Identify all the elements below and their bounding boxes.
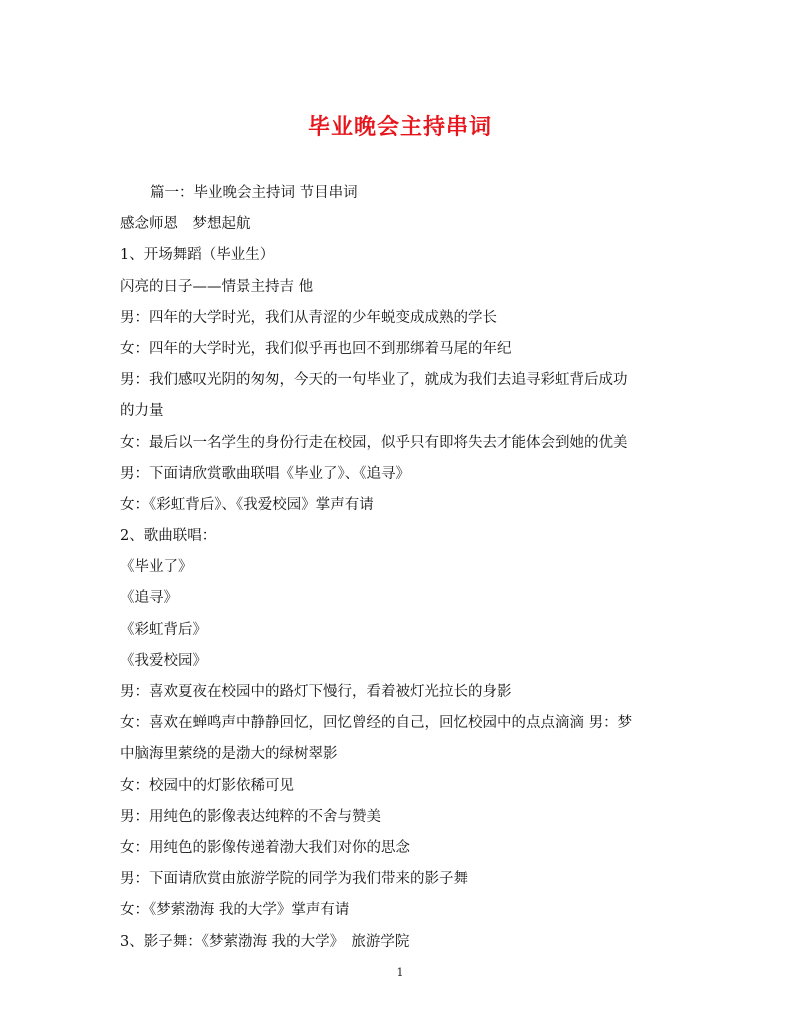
text-line: 《我爱校园》 [120, 652, 207, 669]
text-line: 女：喜欢在蝉鸣声中静静回忆，回忆曾经的自己，回忆校园中的点点滴滴 男：梦 [120, 715, 633, 732]
text-line: 中脑海里萦绕的是渤大的绿树翠影 [120, 746, 338, 763]
text-line: 男：四年的大学时光，我们从青涩的少年蜕变成成熟的学长 [120, 309, 497, 326]
text-line: 男：我们感叹光阴的匆匆，今天的一句毕业了，就成为我们去追寻彩虹背后成功 [120, 372, 628, 389]
text-line: 女：四年的大学时光，我们似乎再也回不到那绑着马尾的年纪 [120, 340, 512, 357]
text-line: 男：下面请欣赏由旅游学院的同学为我们带来的影子舞 [120, 871, 468, 888]
text-line: 女：《彩虹背后》、《我爱校园》掌声有请 [120, 496, 374, 513]
text-line: 感念师恩 梦想起航 [120, 216, 251, 233]
text-line: 女：用纯色的影像传递着渤大我们对你的思念 [120, 839, 410, 856]
document-title: 毕业晚会主持串词 [307, 114, 492, 140]
text-line: 女：最后以一名学生的身份行走在校园，似乎只有即将失去才能体会到她的优美 [120, 434, 628, 451]
page-number: 1 [396, 966, 404, 979]
text-line: 女：校园中的灯影依稀可见 [120, 777, 294, 794]
text-line: 男：用纯色的影像表达纯粹的不舍与赞美 [120, 808, 381, 825]
text-line: 《毕业了》 [120, 559, 193, 576]
text-line: 男：下面请欣赏歌曲联唱《毕业了》、《追寻》 [120, 465, 410, 482]
text-line: 《追寻》 [120, 590, 178, 607]
text-line: 的力量 [120, 403, 164, 420]
document-body [120, 178, 685, 958]
text-line: 1、开场舞蹈（毕业生） [120, 247, 275, 264]
text-line: 篇一：毕业晚会主持词 节目串词 [150, 185, 358, 201]
text-line: 《彩虹背后》 [120, 621, 207, 638]
text-line: 闪亮的日子——情景主持吉 他 [120, 278, 314, 295]
text-line: 男：喜欢夏夜在校园中的路灯下慢行，看着被灯光拉长的身影 [120, 684, 512, 700]
text-line: 2、歌曲联唱： [120, 528, 217, 545]
text-line: 女：《梦萦渤海 我的大学》掌声有请 [120, 902, 350, 919]
text-line: 3、影子舞：《梦萦渤海 我的大学》 旅游学院 [120, 933, 410, 950]
